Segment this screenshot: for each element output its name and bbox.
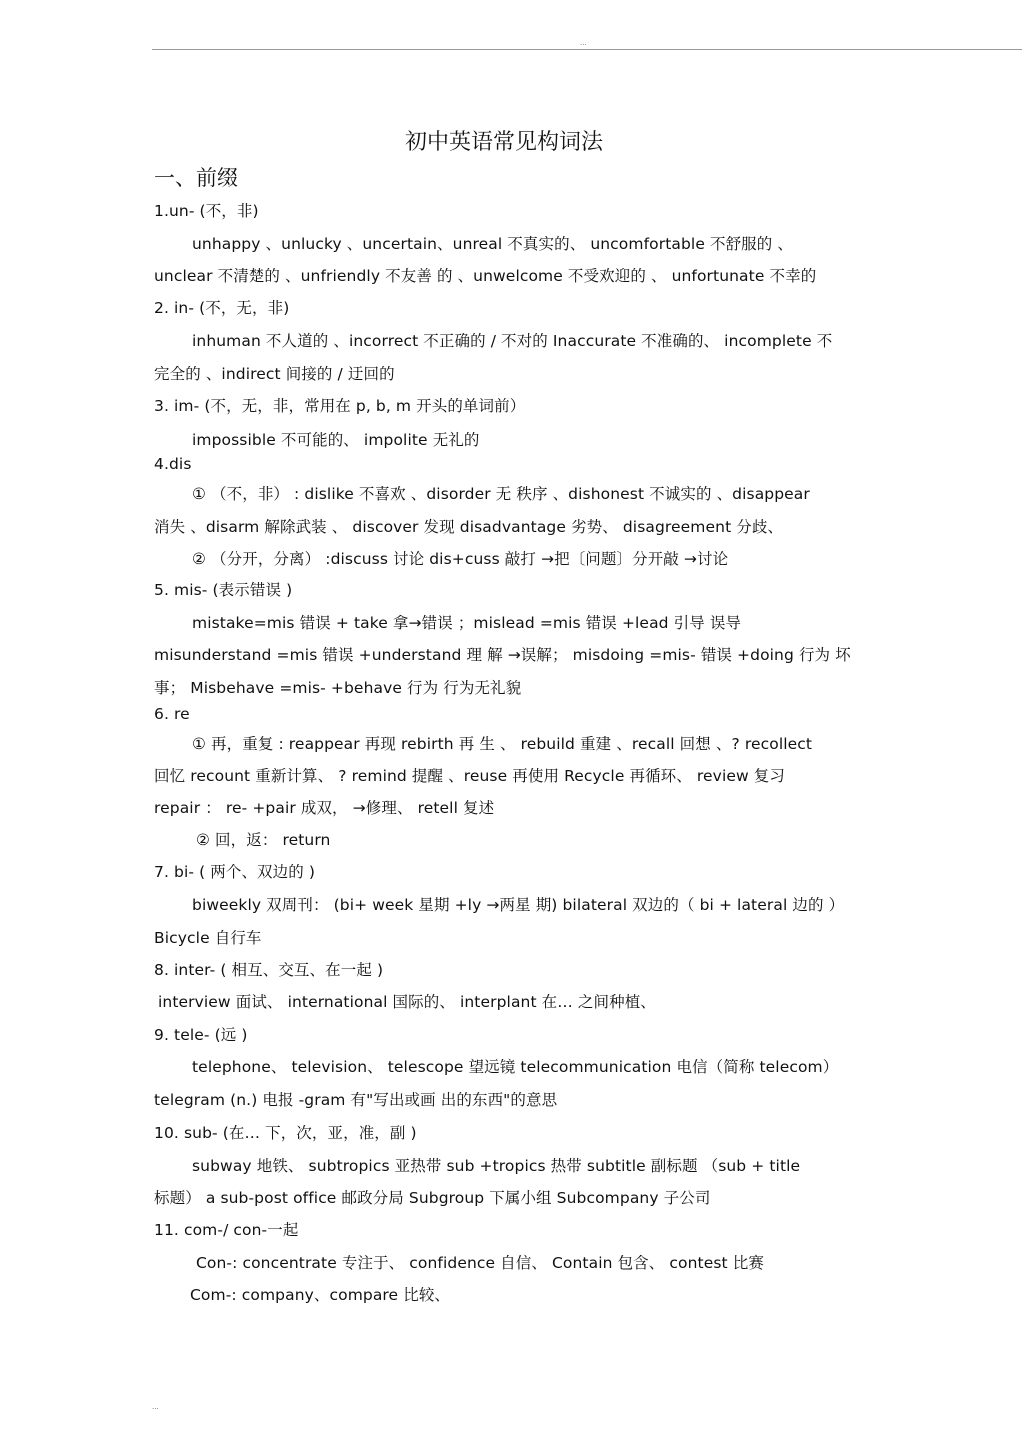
- prefix-heading: 6. re: [154, 705, 190, 723]
- text-line: 完全的 、indirect 间接的 / 迂回的: [154, 365, 395, 383]
- prefix-heading: 10. sub- (在… 下，次，亚，准，副 ): [154, 1124, 417, 1142]
- text-line: Con-: concentrate 专注于、 confidence 自信、 Contain 包含、 contest 比赛: [196, 1254, 764, 1272]
- text-line: ① 再，重复 : reappear 再现 rebirth 再 生 、 rebuild 重建 、recall 回想 、? recollect: [192, 735, 813, 753]
- prefix-heading: 9. tele- (远 ): [154, 1026, 248, 1044]
- text-line: unhappy 、unlucky 、uncertain、unreal 不真实的、 uncomfortable 不舒服的 、: [192, 235, 794, 253]
- text-line: Bicycle 自行车: [154, 929, 262, 947]
- prefix-heading: 4.dis: [154, 455, 192, 473]
- prefix-heading: 3. im- (不，无，非，常用在 p, b, m 开头的单词前）: [154, 397, 526, 415]
- text-line: repair ： re- +pair 成双， →修理、 retell 复述: [154, 799, 495, 817]
- header-dots: ...: [580, 38, 587, 47]
- footer-dots: ...: [152, 1402, 159, 1411]
- text-line: impossible 不可能的、 impolite 无礼的: [192, 431, 480, 449]
- text-line: unclear 不清楚的 、unfriendly 不友善 的 、unwelcome 不受欢迎的 、 unfortunate 不幸的: [154, 267, 817, 285]
- text-line: mistake=mis 错误 + take 拿→错误 ；mislead =mis 错误 +lead 引导 误导: [192, 614, 742, 632]
- prefix-heading: 5. mis- (表示错误 ): [154, 581, 293, 599]
- text-line: telegram (n.) 电报 -gram 有"写出或画 出的东西"的意思: [154, 1091, 558, 1109]
- text-line: inhuman 不人道的 、incorrect 不正确的 / 不对的 Inaccurate 不准确的、 incomplete 不: [192, 332, 833, 350]
- text-line: ② 回，返： return: [196, 831, 331, 849]
- section-heading: 一、前缀: [154, 166, 238, 190]
- text-line: ② （分开，分离） :discuss 讨论 dis+cuss 敲打 →把〔问题〕分开敲 →讨论: [192, 550, 729, 568]
- prefix-heading: 8. inter- ( 相互、交互、在一起 ): [154, 961, 384, 979]
- header-rule: [152, 49, 1022, 50]
- prefix-heading: 1.un- (不，非): [154, 202, 259, 220]
- text-line: 标题） a sub-post office 邮政分局 Subgroup 下属小组 Subcompany 子公司: [154, 1189, 711, 1207]
- prefix-heading: 11. com-/ con-一起: [154, 1221, 299, 1239]
- text-line: telephone、 television、 telescope 望远镜 telecommunication 电信（简称 telecom）: [192, 1058, 839, 1076]
- prefix-heading: 7. bi- ( 两个、双边的 ): [154, 863, 316, 881]
- text-line: 回忆 recount 重新计算、 ? remind 提醒 、reuse 再使用 Recycle 再循环、 review 复习: [154, 767, 785, 785]
- text-line: subway 地铁、 subtropics 亚热带 sub +tropics 热带 subtitle 副标题 （sub + title: [192, 1157, 801, 1175]
- text-line: interview 面试、 international 国际的、 interplant 在… 之间种植、: [158, 993, 656, 1011]
- text-line: 消失 、disarm 解除武装 、 discover 发现 disadvantage 劣势、 disagreement 分歧、: [154, 518, 784, 536]
- text-line: 事； Misbehave =mis- +behave 行为 行为无礼貌: [154, 679, 522, 697]
- page-title: 初中英语常见构词法: [404, 130, 603, 155]
- text-line: misunderstand =mis 错误 +understand 理 解 →误解； misdoing =mis- 错误 +doing 行为 坏: [154, 646, 851, 664]
- prefix-heading: 2. in- (不，无，非): [154, 299, 290, 317]
- text-line: biweekly 双周刊： (bi+ week 星期 +ly →两星 期) bilateral 双边的（ bi + lateral 边的 ）: [192, 896, 845, 914]
- text-line: Com-: company、compare 比较、: [190, 1286, 451, 1304]
- text-line: ① （不，非） : dislike 不喜欢 、disorder 无 秩序 、dishonest 不诚实的 、disappear: [192, 485, 810, 503]
